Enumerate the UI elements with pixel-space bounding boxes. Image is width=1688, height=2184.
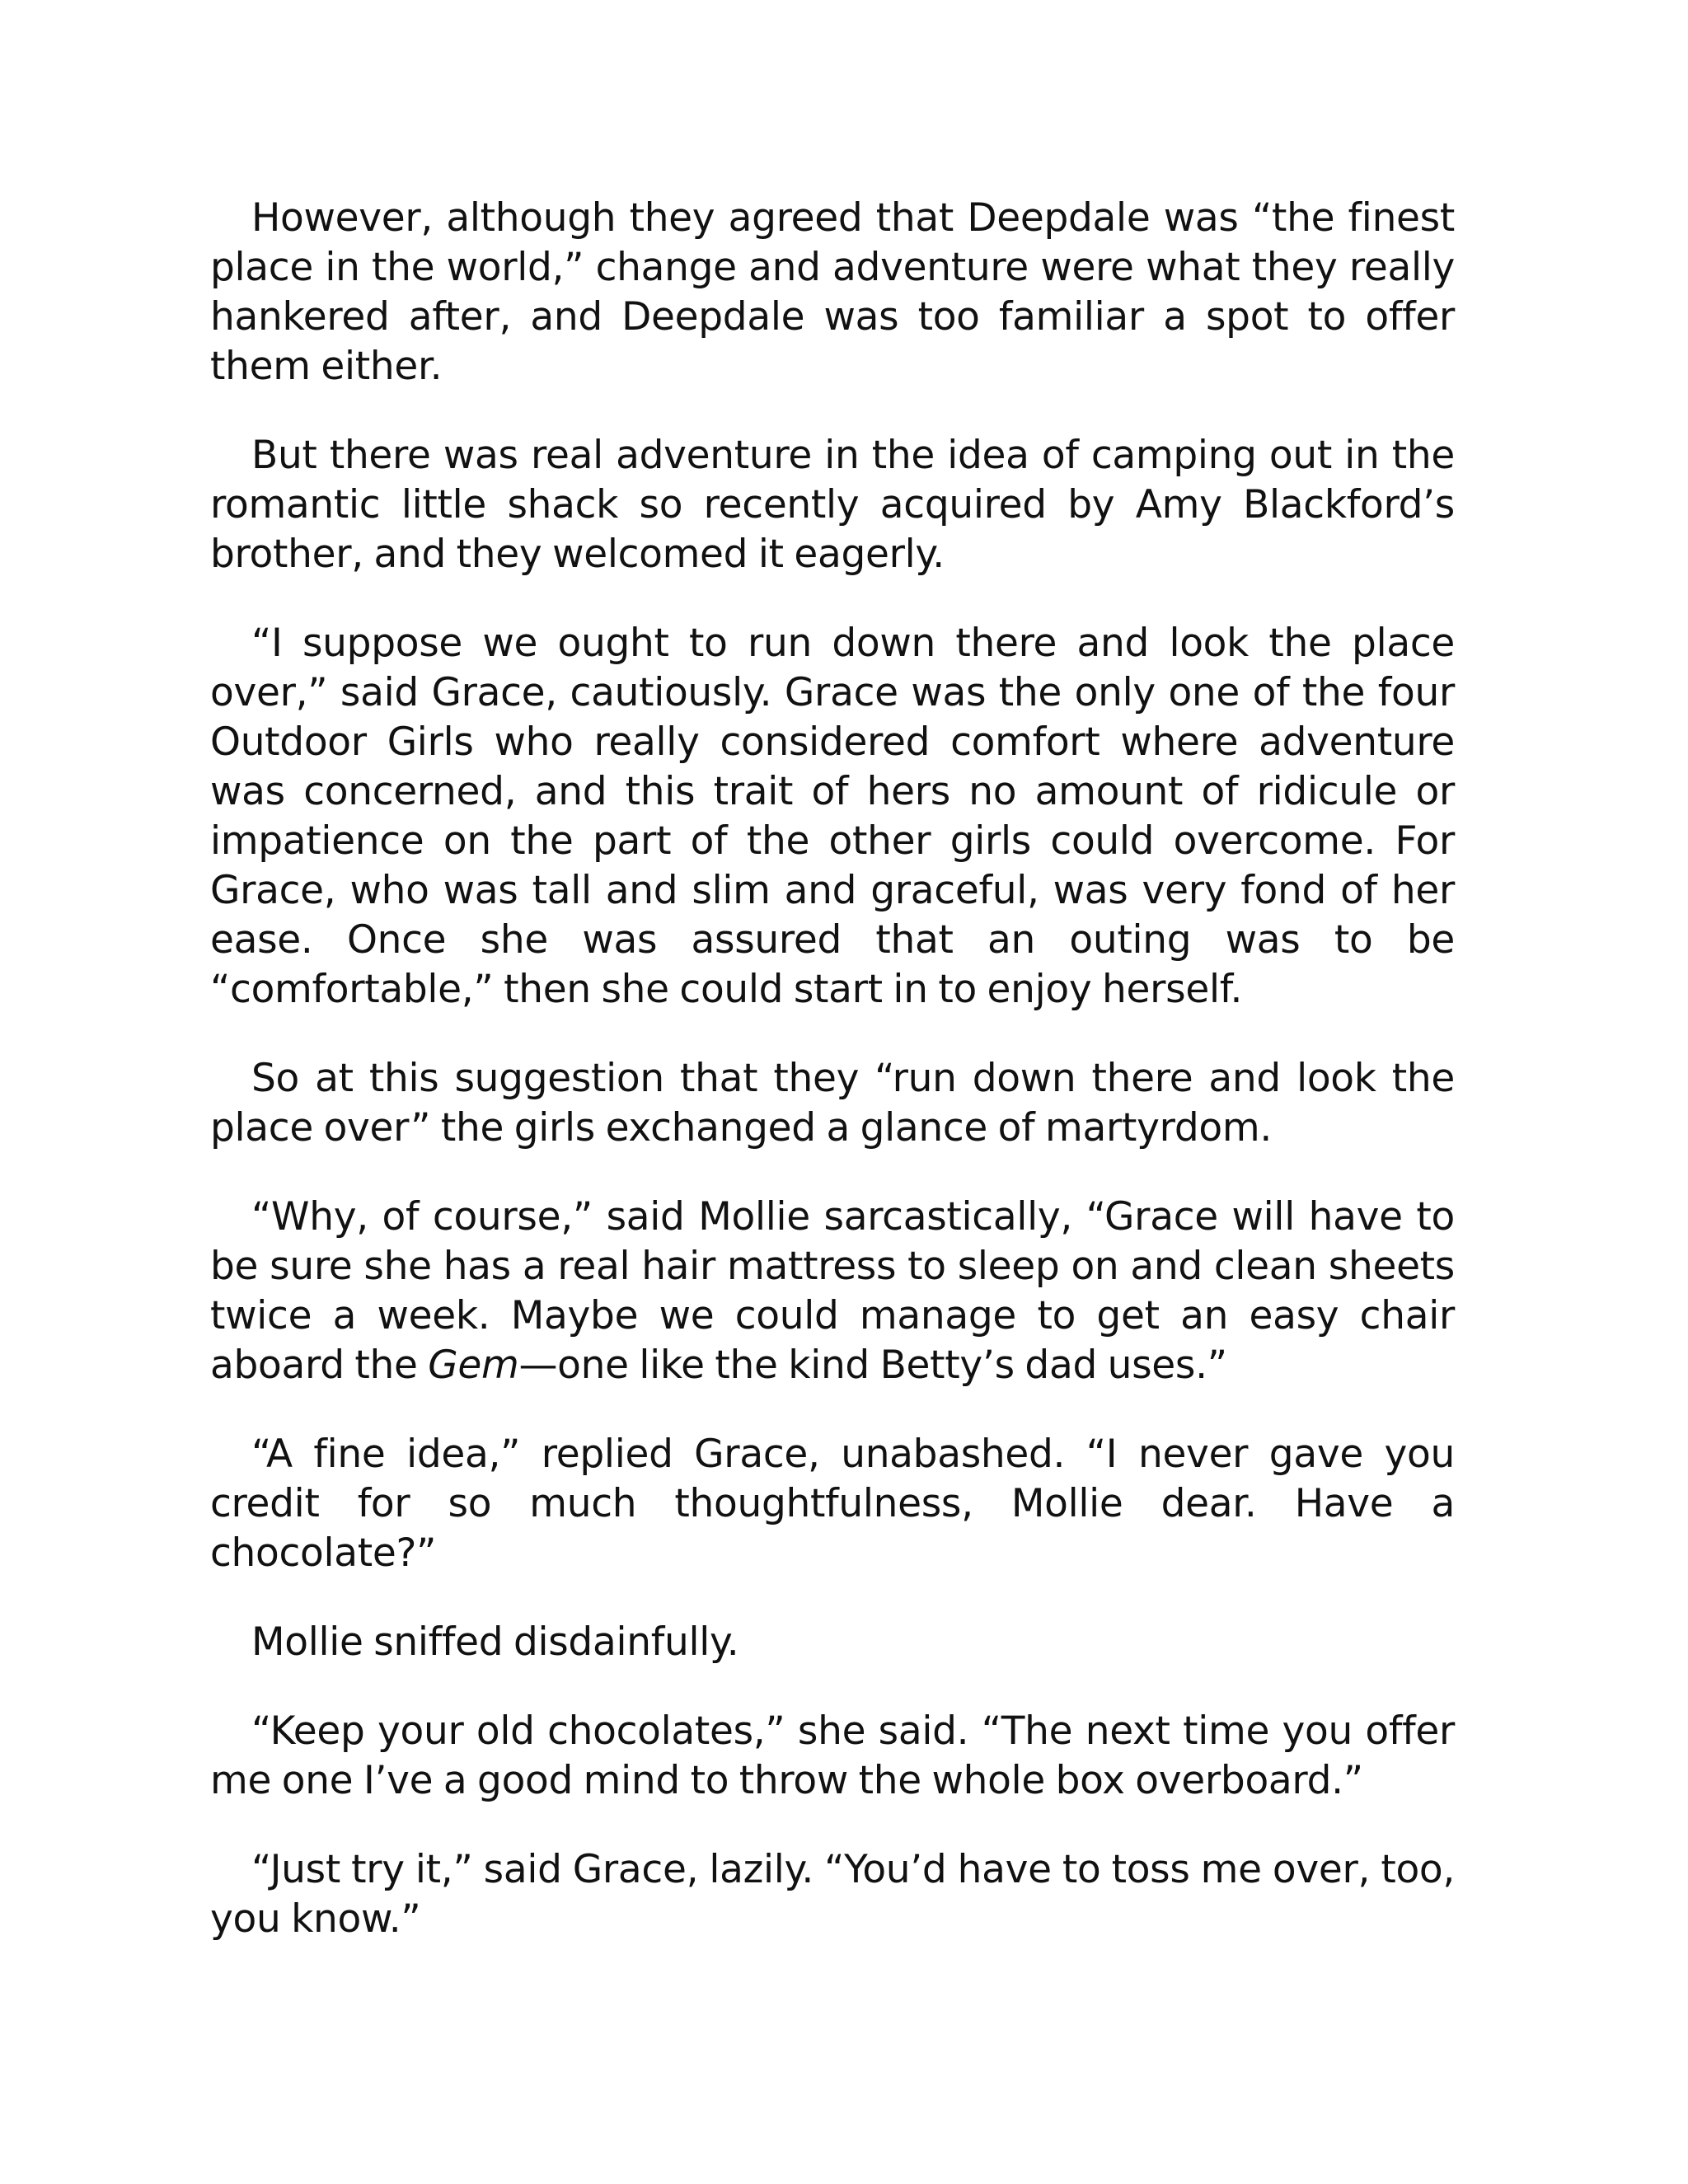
- document-page: [210, 194, 1455, 1944]
- paragraph-mollie-sarcasm-start: “Why, of course,” said Mollie sarcastically, “Grace will have to be sure she has a real hair mattress to sleep on and clean sheets twice a week. Maybe we could manage to get an easy chair aboard the: [210, 1194, 1455, 1388]
- paragraph-chocolates: “Keep your old chocolates,” she said. “The next time you offer me one I’ve a good mind to throw the whole box overboard.”: [210, 1708, 1455, 1803]
- paragraph-mollie-sniff: Mollie sniffed disdainfully.: [251, 1619, 739, 1665]
- paragraph-deepdale: However, although they agreed that Deepdale was “the finest place in the world,” change and adventure were what they really hankered after, and Deepdale was too familiar a spot to offer them either.: [210, 195, 1455, 389]
- paragraph-shack-adventure: But there was real adventure in the idea of camping out in the romantic little shack so recently acquired by Amy Blackford’s brother, and they welcomed it eagerly.: [210, 433, 1455, 577]
- paragraph-martyrdom: So at this suggestion that they “run down there and look the place over” the girls exchanged a glance of martyrdom.: [210, 1056, 1455, 1151]
- paragraph-grace-comfort: “I suppose we ought to run down there and look the place over,” said Grace, cautiously. Grace was the only one of the four Outdoor Girls who really considered comfort where adventure was concerned, and this trait of hers no amount of ridicule or impatience on the part of the other girls could overcome. For Grace, who was tall and slim and graceful, was very fond of her ease. Once she was assured that an outing was to be “comfortable,” then she could start in to enjoy herself.: [210, 621, 1455, 1012]
- paragraph-toss-over: “Just try it,” said Grace, lazily. “You’d have to toss me over, too, you know.”: [210, 1847, 1455, 1942]
- paragraph-grace-reply: “A fine idea,” replied Grace, unabashed. “I never gave you credit for so much thoughtfulness, Mollie dear. Have a chocolate?”: [210, 1432, 1455, 1576]
- boat-name-gem: Gem: [428, 1343, 519, 1388]
- paragraph-mollie-sarcasm: [210, 1193, 1455, 1390]
- paragraph-mollie-sarcasm-end: —one like the kind Betty’s dad uses.”: [518, 1343, 1227, 1388]
